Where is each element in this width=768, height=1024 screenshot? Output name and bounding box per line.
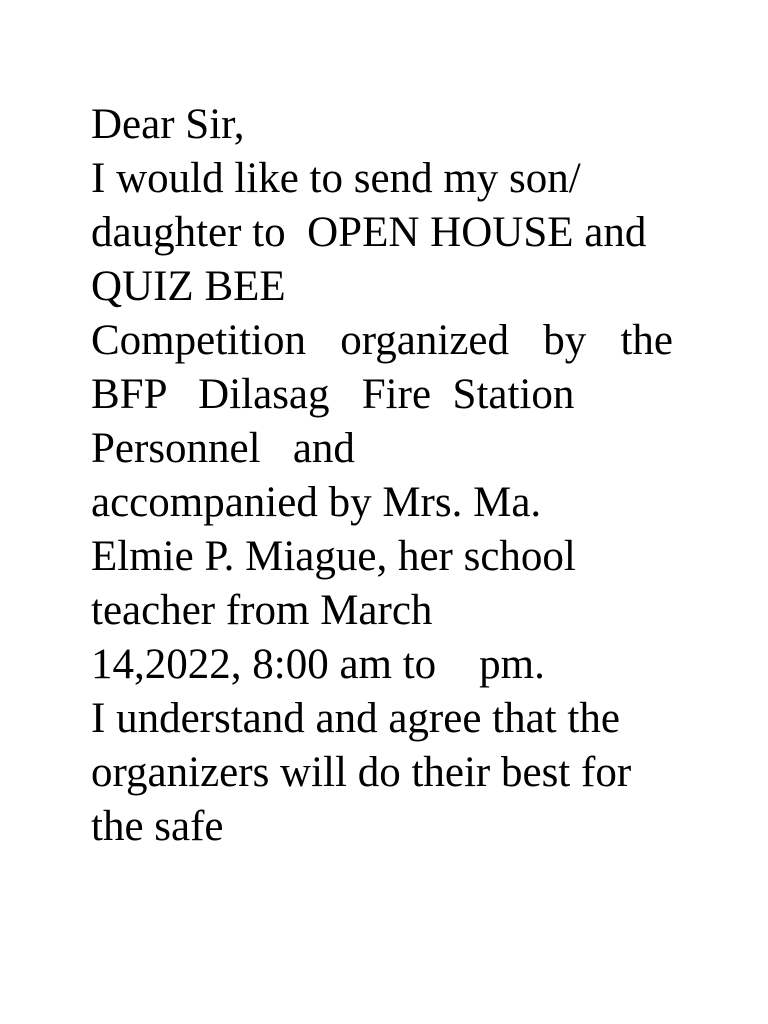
letter-line: QUIZ BEE bbox=[91, 263, 286, 310]
salutation: Dear Sir, bbox=[91, 101, 245, 148]
letter-line: organizers will do their best for bbox=[91, 749, 632, 796]
letter-line: teacher from March bbox=[91, 587, 433, 634]
letter-line: I understand and agree that the bbox=[91, 695, 620, 742]
letter-line: BFP Dilasag Fire Station bbox=[91, 371, 575, 418]
letter-line: 14,2022, 8:00 am to pm. bbox=[91, 641, 545, 688]
letter-line: the safe bbox=[91, 803, 224, 850]
letter-line: Personnel and bbox=[91, 425, 355, 472]
letter-line: Competition organized by the bbox=[91, 317, 673, 364]
letter-line: I would like to send my son/ bbox=[91, 155, 581, 202]
letter-body bbox=[91, 98, 691, 854]
letter-line: accompanied by Mrs. Ma. bbox=[91, 479, 542, 526]
letter-line: Elmie P. Miague, her school bbox=[91, 533, 576, 580]
letter-line: daughter to OPEN HOUSE and bbox=[91, 209, 647, 256]
